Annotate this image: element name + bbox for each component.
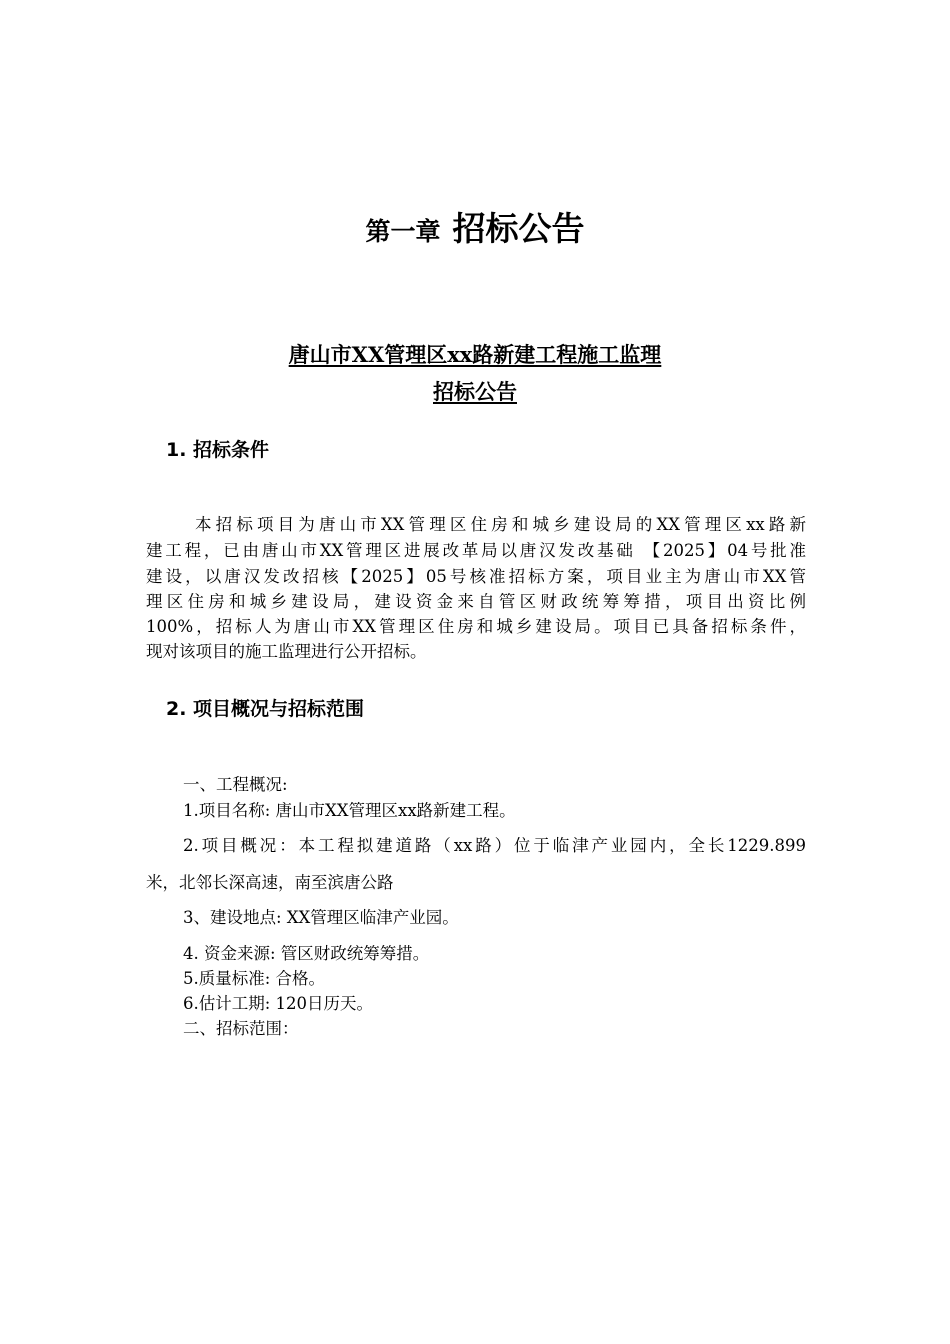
paragraph-line: 建设，以唐汉发改招核【2025】05号核准招标方案，项目业主为唐山市XX管 [146,567,806,586]
list-item-project-overview-cont: 米，北邻长深高速，南至滨唐公路 [146,873,394,892]
chapter-title [0,203,950,250]
list-item-quality: 5.质量标准: 合格。 [183,969,326,988]
list-item-project-name: 1.项目名称: 唐山市XX管理区xx路新建工程。 [183,801,516,820]
chapter-name: 招标公告 [452,209,585,248]
chapter-number: 第一章 [365,217,441,246]
overview-label: 一、工程概况: [183,775,288,794]
notice-title-line-1: 唐山市XX管理区xx路新建工程施工监理 [288,342,662,367]
list-item-funding: 4. 资金来源: 管区财政统筹筹措。 [183,944,430,963]
section-heading-bidding-conditions: 1. 招标条件 [166,439,270,461]
paragraph-line: 理区住房和城乡建设局，建设资金来自管区财政统筹筹措，项目出资比例 [146,592,806,611]
list-item-project-overview: 2.项目概况：本工程拟建道路（xx路）位于临津产业园内，全长1229.899 [183,836,806,855]
paragraph-line: 建工程，已由唐山市XX管理区进展改革局以唐汉发改基础 【2025】04号批准 [146,541,806,560]
notice-title-line-2: 招标公告 [433,379,517,404]
list-item-duration: 6.估计工期: 120日历天。 [183,994,374,1013]
paragraph-line: 现对该项目的施工监理进行公开招标。 [146,642,427,661]
section-heading-project-overview: 2. 项目概况与招标范围 [166,698,365,720]
scope-label: 二、招标范围： [183,1019,299,1038]
paragraph-line: 100%，招标人为唐山市XX管理区住房和城乡建设局。项目已具备招标条件， [146,617,806,636]
paragraph-line: 本招标项目为唐山市XX管理区住房和城乡建设局的XX管理区xx路新 [195,515,806,534]
list-item-location: 3、建设地点: XX管理区临津产业园。 [183,908,459,927]
